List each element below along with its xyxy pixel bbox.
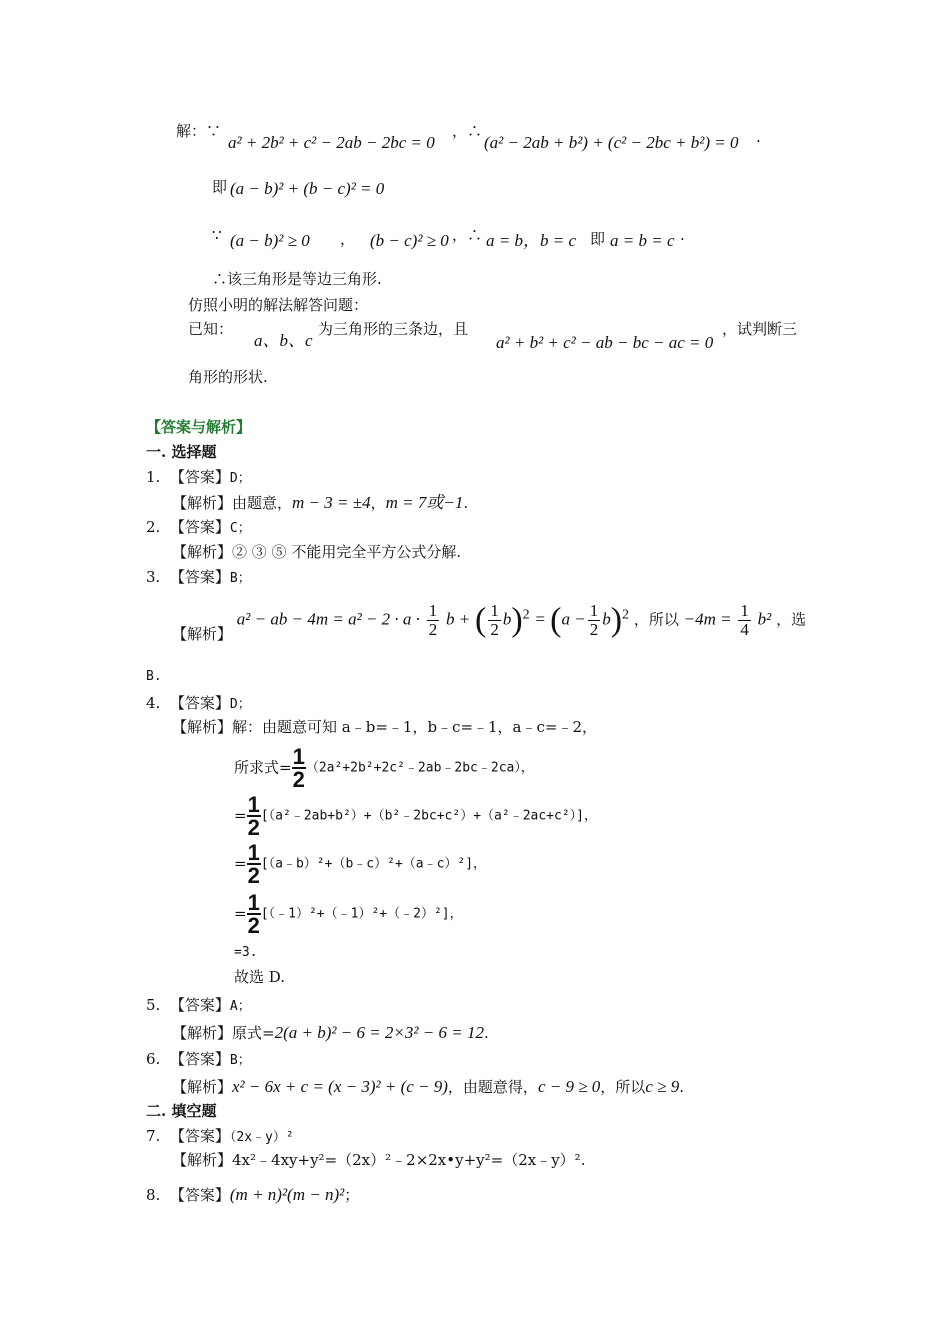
intro-eq-line-3a: (a − b)² ≥ 0 [230,231,310,250]
q3-frac2-num: 1 [490,601,499,620]
q4-line-7: 故选 D. [234,968,286,986]
q3-end: ，选 [776,610,807,629]
intro-line-2-prefix: 即 [212,178,228,196]
q3-paren-b-2: b [602,609,611,629]
q3-frac3-num: 1 [589,601,599,620]
q4-l5-pre: = [234,904,247,923]
q3-lparen-1: ( [474,601,487,639]
intro-dot-1: · [756,132,761,150]
q3-analysis-tag: 【解析】 [172,624,233,643]
q1-answer: D； [229,471,251,486]
q3-mid: ，所以 [633,610,679,629]
q7-analysis-tag: 【解析】 [172,1151,233,1169]
q3-frac2-den: 2 [490,620,499,639]
q5-analysis-line [172,1024,489,1041]
q3-eq-b: b + [445,609,471,629]
q6-eq-2: c − 9 ≥ 0 [537,1077,601,1096]
q4-frac-4 [247,892,261,936]
q5-answer: A； [229,999,251,1014]
intro-dot-3: · [680,230,685,248]
q3-paren-b: b [502,609,512,629]
q8-answer-tag: 【答案】 [169,1186,230,1204]
section-fill: 二. 填空题 [146,1102,217,1120]
q4-l2-pre: 所求式= [234,758,292,777]
q6-answer-line [146,1052,251,1067]
q4-frac2-den: 2 [247,815,260,840]
q2-analysis-line [172,545,461,560]
q3-rparen-2: ) [610,601,623,639]
intro-therefore-1: ，∴ [452,122,483,140]
q3-lparen-2: ( [550,601,562,639]
because-symbol: 解：∵ [176,122,222,140]
q2-answer-line [146,520,251,535]
q4-answer-line [146,696,251,711]
q7-analysis-line [172,1153,585,1168]
q3-frac-den: 2 [428,620,438,639]
intro-instruction: 仿照小明的解法解答问题： [188,296,369,314]
q3-eq-c: = [534,609,551,629]
q5-answer-tag: 【答案】 [169,996,230,1014]
q7-number: 7. [146,1127,161,1145]
q5-number: 5. [146,996,161,1014]
intro-given-eq: a² + b² + c² − ab − bc − ac = 0 [496,333,714,352]
q5-end: . [483,1024,489,1042]
q4-analysis-tag: 【解析】 [172,718,233,736]
q6-eq-3: c ≥ 9 [645,1077,680,1096]
q2-analysis-tag: 【解析】 [172,543,233,561]
q4-frac-2 [247,794,261,838]
q4-answer: D； [229,697,251,712]
intro-eq-line-3c: a = b，b = c [486,231,576,250]
q1-analysis-line [172,494,468,511]
intro-therefore-3: ，∴ [452,226,483,244]
intro-given-end: ，试判断三 [722,320,798,338]
q7-analysis: 4x²﹣4xy+y²=（2x）²﹣2×2x•y+y²=（2x﹣y）². [232,1151,586,1169]
q4-frac2-num: 1 [247,792,260,817]
q4-line-2 [234,746,534,790]
intro-sep-3: ， [340,230,356,248]
q3-frac-num: 1 [428,601,438,620]
section-choice: 一. 选择题 [146,443,217,461]
q6-answer: B； [229,1053,251,1068]
q4-line-4 [234,842,486,886]
q3-frac3-den: 2 [589,620,599,639]
q3-eq-a: a² − ab − 4m = a² − 2 · a · [236,609,420,629]
intro-line-3-prefix: ∵ [212,226,222,244]
q5-text: 原式= [232,1024,275,1042]
q3-frac-quarter [738,602,751,639]
q1-answer-line [146,470,251,485]
q1-eq-1: m − 3 = ±4 [292,493,371,512]
q6-mid: ，由题意得， [447,1078,538,1096]
q6-eq-1: x² − 6x + c = (x − 3)² + (c − 9) [232,1077,448,1096]
q1-analysis-text: 由题意， [232,494,293,512]
intro-eq-line-3d: a = b = c [610,231,675,250]
q3-eq-e: b² [757,609,772,629]
q4-l3-post: [（a²﹣2ab+b²）+（b²﹣2bc+c²）+（a²﹣2ac+c²）]， [260,808,597,824]
q6-analysis-line [172,1078,684,1095]
q3-sup-2: 2 [622,607,630,623]
intro-conclusion: ∴该三角形是等边三角形. [212,270,382,288]
intro-eq-1: a² + 2b² + c² − 2ab − 2bc = 0 [228,133,435,152]
q1-answer-tag: 【答案】 [169,468,230,486]
q2-number: 2. [146,518,161,536]
q5-answer-line [146,998,251,1013]
q1-eq-2: m = 7或−1 [385,493,464,512]
q4-frac-3 [247,842,261,886]
q8-answer-line [146,1186,359,1203]
intro-given-cont: 角形的形状. [188,368,268,386]
q3-analysis-line [172,601,807,643]
q3-answer: B； [229,571,251,586]
q3-sup-1: 2 [522,607,530,623]
q4-l5-post: [（﹣1）²+（﹣1）²+（﹣2）²]， [260,906,463,922]
q3-a-minus: a − [561,609,586,629]
q4-number: 4. [146,694,161,712]
q6-number: 6. [146,1050,161,1068]
q8-end: ； [344,1186,360,1204]
q8-eq: (m + n)²(m − n)² [229,1185,345,1204]
q3-cont: B. [146,669,162,684]
intro-eq-line-2: (a − b)² + (b − c)² = 0 [230,179,385,198]
q4-l4-post: [（a﹣b）²+（b﹣c）²+（a﹣c）²]， [260,856,487,872]
q4-frac4-den: 2 [247,913,260,938]
q2-analysis-text: ② ③ ⑤ 不能用完全平方公式分解. [232,543,462,561]
q2-answer-tag: 【答案】 [169,518,230,536]
q3-answer-tag: 【答案】 [169,568,230,586]
q7-answer-line [146,1129,294,1144]
q8-number: 8. [146,1186,161,1204]
q3-frac-half-1 [427,602,440,639]
q3-answer-line [146,570,251,585]
intro-given-prefix: 已知： [188,320,234,338]
q4-line-6: =3. [234,945,258,960]
q4-line-5 [234,892,463,936]
q6-answer-tag: 【答案】 [169,1050,230,1068]
q4-frac3-num: 1 [247,840,260,865]
q4-frac3-den: 2 [247,863,260,888]
q4-l3-pre: = [234,806,247,825]
q4-l2-post: （2a²+2b²+2c²﹣2ab﹣2bc﹣2ca）， [305,760,534,776]
q4-line-3 [234,794,597,838]
q4-frac-1 [292,746,306,790]
q3-eq-d: −4m = [683,609,732,629]
q7-answer: （2x﹣y）² [229,1130,294,1145]
q5-eq: 2(a + b)² − 6 = 2×3² − 6 = 12 [274,1023,484,1042]
q4-answer-tag: 【答案】 [169,694,230,712]
intro-eq-line-3b: (b − c)² ≥ 0 [370,231,449,250]
q6-mid2: ，所以 [600,1078,646,1096]
answers-title: 【答案与解析】 [146,418,252,436]
q3-number: 3. [146,568,161,586]
q3-frac-half-2 [488,602,501,639]
q4-frac1-num: 1 [292,744,305,769]
intro-then-3: 即 [590,230,606,248]
q3-fracq-num: 1 [740,601,749,620]
intro-given-mid: 为三角形的三条边，且 [318,320,469,338]
intro-line-1 [176,124,221,139]
q1-analysis-tag: 【解析】 [172,494,233,512]
q5-analysis-tag: 【解析】 [172,1024,233,1042]
intro-given-vars: a、b、c [254,331,313,350]
q2-answer: C； [229,521,251,536]
q7-answer-tag: 【答案】 [169,1127,230,1145]
q4-l4-pre: = [234,854,247,873]
q1-sep: ， [370,494,386,512]
intro-eq-2: (a² − 2ab + b²) + (c² − 2bc + b²) = 0 [484,133,739,152]
q6-end: . [679,1078,684,1096]
q1-number: 1. [146,468,161,486]
q1-end: . [463,494,469,512]
q4-frac4-num: 1 [247,890,260,915]
q3-frac-half-3 [588,602,601,639]
q4-analysis-line-1 [172,720,597,735]
q4-frac1-den: 2 [292,767,305,792]
q6-analysis-tag: 【解析】 [172,1078,233,1096]
q4-l1: 解：由题意可知 a﹣b=﹣1，b﹣c=﹣1，a﹣c=﹣2， [232,718,598,736]
q3-fracq-den: 4 [740,620,749,639]
q3-rparen-1: ) [511,601,523,639]
